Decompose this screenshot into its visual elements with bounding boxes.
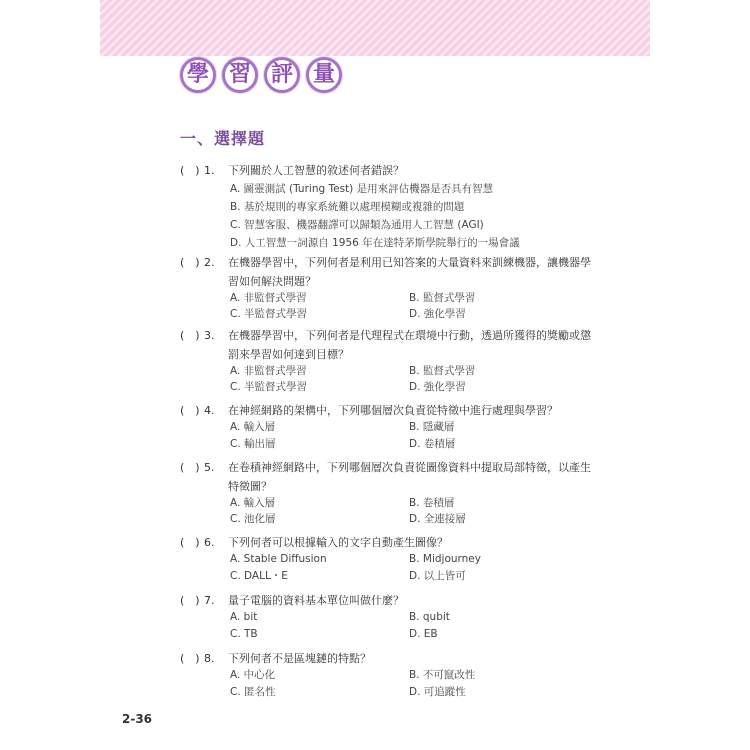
question-number: 3. <box>204 329 215 342</box>
option-c: C. 半監督式學習 <box>230 381 308 393</box>
title-char-circle: 學 <box>180 57 216 93</box>
option-a: A. 中心化 <box>230 669 276 681</box>
option-b: B. 隱藏層 <box>409 421 455 433</box>
option-d: D. 全連接層 <box>409 513 466 525</box>
answer-blank[interactable]: ( ) <box>180 652 200 665</box>
option-a: A. 輸入層 <box>230 421 276 433</box>
option-b: B. Midjourney <box>409 553 481 565</box>
option-c: C. DALL・E <box>230 570 288 582</box>
title-char-circle: 習 <box>222 57 258 93</box>
answer-blank[interactable]: ( ) <box>180 461 200 474</box>
option-d: D. 強化學習 <box>409 381 466 393</box>
question-1 <box>180 161 610 251</box>
header-stripe-band <box>100 0 650 56</box>
question-8 <box>180 649 610 701</box>
answer-blank[interactable]: ( ) <box>180 256 200 269</box>
question-number: 7. <box>204 594 215 607</box>
option-c: C. 輸出層 <box>230 438 276 450</box>
answer-blank[interactable]: ( ) <box>180 329 200 342</box>
question-4 <box>180 401 610 453</box>
option-b: B. 卷積層 <box>409 497 455 509</box>
question-5 <box>180 458 610 528</box>
option-a: A. 輸入層 <box>230 497 276 509</box>
option-a: A. 圖靈測試 (Turing Test) 是用來評估機器是否具有智慧 <box>230 183 494 195</box>
option-d: D. 可追蹤性 <box>409 686 466 698</box>
option-c: C. 半監督式學習 <box>230 308 308 320</box>
option-a: A. 非監督式學習 <box>230 365 307 377</box>
question-stem: 在卷積神經網路中，下列哪個層次負責從圖像資料中提取局部特徵，以產生特徵圖？ <box>228 461 591 493</box>
question-stem: 下列何者不是區塊鏈的特點？ <box>228 652 371 665</box>
option-b: B. 不可竄改性 <box>409 669 476 681</box>
question-6 <box>180 533 610 585</box>
option-c: C. TB <box>230 628 258 640</box>
title-char-circle: 量 <box>306 57 342 93</box>
option-c: C. 智慧客服、機器翻譯可以歸類為通用人工智慧 (AGI) <box>230 219 484 231</box>
question-2 <box>180 253 610 323</box>
section-heading: 一、選擇題 <box>180 129 266 148</box>
textbook-page <box>100 0 650 750</box>
question-stem: 量子電腦的資料基本單位叫做什麼？ <box>228 594 404 607</box>
option-b: B. 監督式學習 <box>409 292 476 304</box>
question-stem: 在機器學習中，下列何者是利用已知答案的大量資料來訓練機器，讓機器學習如何解決問題？ <box>228 256 591 288</box>
question-stem: 下列何者可以根據輸入的文字自動產生圖像？ <box>228 536 448 549</box>
option-d: D. 人工智慧一詞源自 1956 年在達特茅斯學院舉行的一場會議 <box>230 237 520 249</box>
option-c: C. 池化層 <box>230 513 276 525</box>
option-b: B. 監督式學習 <box>409 365 476 377</box>
question-number: 8. <box>204 652 215 665</box>
question-number: 2. <box>204 256 215 269</box>
option-a: A. Stable Diffusion <box>230 553 327 565</box>
title-char-circle: 評 <box>264 57 300 93</box>
option-b: B. 基於規則的專家系統難以處理模糊或複雜的問題 <box>230 201 465 213</box>
question-number: 5. <box>204 461 215 474</box>
option-d: D. EB <box>409 628 438 640</box>
question-stem: 下列關於人工智慧的敘述何者錯誤？ <box>228 164 404 177</box>
question-number: 4. <box>204 404 215 417</box>
page-number: 2-36 <box>122 712 153 726</box>
option-d: D. 卷積層 <box>409 438 456 450</box>
option-a: A. 非監督式學習 <box>230 292 307 304</box>
answer-blank[interactable]: ( ) <box>180 164 200 177</box>
option-d: D. 強化學習 <box>409 308 466 320</box>
question-number: 1. <box>204 164 215 177</box>
option-a: A. bit <box>230 611 258 623</box>
option-c: C. 匿名性 <box>230 686 276 698</box>
question-3 <box>180 326 610 396</box>
question-number: 6. <box>204 536 215 549</box>
answer-blank[interactable]: ( ) <box>180 536 200 549</box>
answer-blank[interactable]: ( ) <box>180 594 200 607</box>
question-stem: 在神經網路的架構中，下列哪個層次負責從特徵中進行處理與學習？ <box>228 404 558 417</box>
question-7 <box>180 591 610 643</box>
page-title <box>180 56 348 94</box>
question-stem: 在機器學習中，下列何者是代理程式在環境中行動，透過所獲得的獎勵或懲罰來學習如何達到目標？ <box>228 329 591 361</box>
option-d: D. 以上皆可 <box>409 570 466 582</box>
option-b: B. qubit <box>409 611 450 623</box>
answer-blank[interactable]: ( ) <box>180 404 200 417</box>
